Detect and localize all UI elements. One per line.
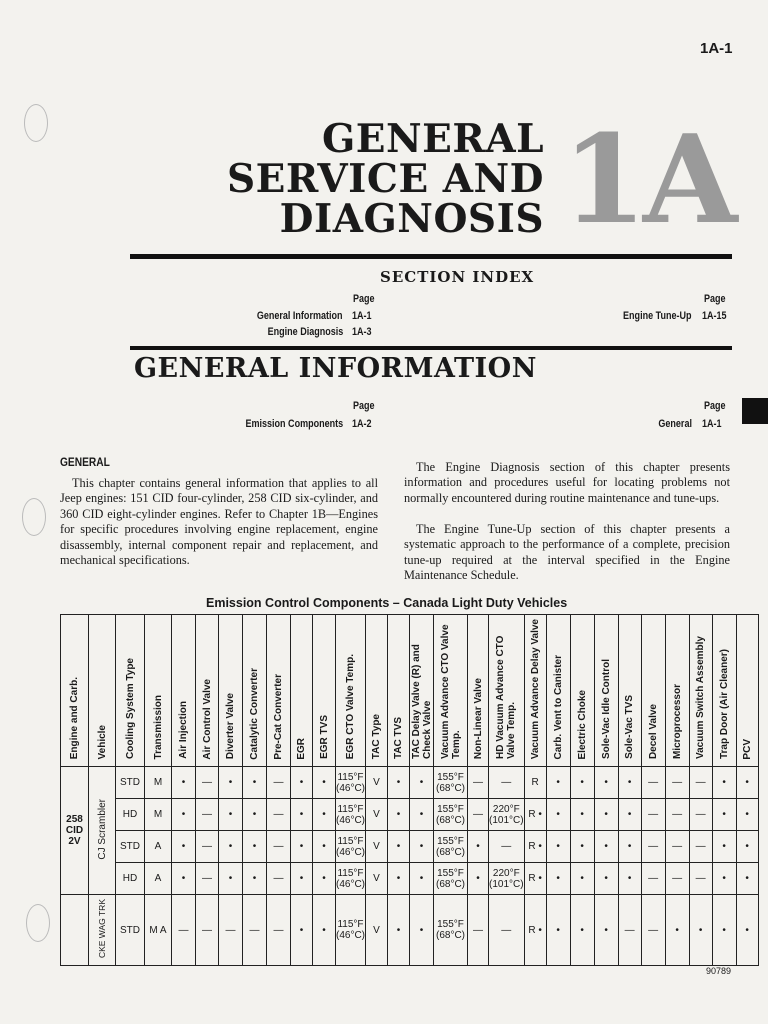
table-cell: 220°F (101°C) bbox=[489, 799, 525, 831]
table-cell: — bbox=[641, 895, 665, 966]
table-row bbox=[61, 863, 759, 895]
header-decel-valve: Decel Valve bbox=[641, 615, 665, 767]
vehicle-group-cell-2: CKE WAG TRK bbox=[89, 895, 116, 966]
table-cell: — bbox=[267, 895, 291, 966]
table-cell: • bbox=[594, 799, 618, 831]
table-row bbox=[61, 799, 759, 831]
table-cell: — bbox=[468, 767, 489, 799]
table-cell: • bbox=[712, 767, 736, 799]
table-cell: R bbox=[524, 767, 546, 799]
table-cell: M A bbox=[145, 895, 172, 966]
gi-page-label-left: Page bbox=[353, 400, 375, 412]
header-engine-and-carb: Engine and Carb. bbox=[61, 615, 89, 767]
table-cell: • bbox=[712, 863, 736, 895]
engine-cell-blank bbox=[61, 895, 89, 966]
table-cell: • bbox=[618, 831, 641, 863]
page-number: 1A-1 bbox=[700, 40, 733, 57]
gi-item-label-right: General bbox=[658, 418, 692, 430]
index-item-label-1: General Information bbox=[257, 310, 343, 322]
table-cell: — bbox=[468, 895, 489, 966]
table-cell: M bbox=[145, 767, 172, 799]
table-cell: • bbox=[594, 895, 618, 966]
table-cell: • bbox=[410, 799, 434, 831]
table-cell: • bbox=[594, 767, 618, 799]
table-cell: • bbox=[468, 831, 489, 863]
header-tac-tvs: TAC TVS bbox=[388, 615, 410, 767]
header-hd-vacuum-advance-cto: HD Vacuum Advance CTO Valve Temp. bbox=[489, 615, 525, 767]
table-cell: • bbox=[665, 895, 689, 966]
gi-item-label-left: Emission Components bbox=[245, 418, 343, 430]
table-cell: • bbox=[172, 831, 196, 863]
header-carb-vent-to-canister: Carb. Vent to Canister bbox=[546, 615, 570, 767]
table-cell: • bbox=[570, 767, 594, 799]
table-cell: • bbox=[291, 799, 313, 831]
chapter-title-line-3: DIAGNOSIS bbox=[279, 196, 544, 242]
engine-diagnosis-paragraph: The Engine Diagnosis section of this chapter presents information and procedures useful for locating problems not normally encountered during routine maintenance and tune-ups. bbox=[404, 460, 730, 505]
table-cell: V bbox=[366, 767, 388, 799]
header-non-linear-valve: Non-Linear Valve bbox=[468, 615, 489, 767]
table-cell: V bbox=[366, 895, 388, 966]
punch-hole-top bbox=[24, 104, 48, 142]
header-catalytic-converter: Catalytic Converter bbox=[243, 615, 267, 767]
table-cell: — bbox=[243, 895, 267, 966]
table-cell: A bbox=[145, 831, 172, 863]
table-cell: • bbox=[291, 895, 313, 966]
table-cell: • bbox=[313, 799, 336, 831]
table-cell: • bbox=[570, 831, 594, 863]
table-cell: • bbox=[388, 895, 410, 966]
header-air-control-valve: Air Control Valve bbox=[196, 615, 219, 767]
table-cell: • bbox=[570, 863, 594, 895]
table-cell: 115°F (46°C) bbox=[336, 831, 366, 863]
section-index-heading: SECTION INDEX bbox=[380, 268, 535, 286]
table-cell: • bbox=[736, 895, 758, 966]
index-item-page-2: 1A-3 bbox=[352, 326, 372, 338]
table-cell: 220°F (101°C) bbox=[489, 863, 525, 895]
title-rule bbox=[130, 254, 732, 259]
table-cell: • bbox=[546, 799, 570, 831]
table-cell: — bbox=[641, 863, 665, 895]
header-egr-tvs: EGR TVS bbox=[313, 615, 336, 767]
header-pre-cat-converter: Pre-Cat Converter bbox=[267, 615, 291, 767]
header-egr-cto-valve-temp: EGR CTO Valve Temp. bbox=[336, 615, 366, 767]
table-cell: • bbox=[736, 767, 758, 799]
table-cell: — bbox=[267, 831, 291, 863]
header-vacuum-advance-delay-valve: Vacuum Advance Delay Valve bbox=[524, 615, 546, 767]
table-cell: 115°F (46°C) bbox=[336, 799, 366, 831]
table-cell: • bbox=[243, 863, 267, 895]
header-sole-vac-tvs: Sole-Vac TVS bbox=[618, 615, 641, 767]
header-tac-type: TAC Type bbox=[366, 615, 388, 767]
table-cell: 115°F (46°C) bbox=[336, 863, 366, 895]
table-cell: • bbox=[172, 799, 196, 831]
table-cell: — bbox=[665, 799, 689, 831]
table-cell: — bbox=[618, 895, 641, 966]
table-cell: STD bbox=[116, 767, 145, 799]
table-cell: — bbox=[196, 831, 219, 863]
punch-hole-bottom bbox=[26, 904, 50, 942]
table-cell: • bbox=[291, 863, 313, 895]
index-item-page-3: 1A-15 bbox=[702, 310, 727, 322]
general-paragraph-1: This chapter contains general information that applies to all Jeep engines: 151 CID four-cylinder, 258 CID six-cylinder, and 360 CID eight-cylinder engines. Refer to Chapter 1B—Engines for specific procedures involving engine replacement, engine disassembly, internal component repair and replacement, and mechanical specifications. bbox=[60, 476, 378, 568]
table-row bbox=[61, 767, 759, 799]
table-cell: • bbox=[618, 863, 641, 895]
table-cell: 155°F (68°C) bbox=[434, 767, 468, 799]
table-cell: R • bbox=[524, 831, 546, 863]
table-cell: • bbox=[313, 767, 336, 799]
table-cell: R • bbox=[524, 799, 546, 831]
header-microprocessor: Microprocessor bbox=[665, 615, 689, 767]
table-cell: • bbox=[291, 831, 313, 863]
table-cell: 155°F (68°C) bbox=[434, 895, 468, 966]
table-cell: • bbox=[736, 831, 758, 863]
table-cell: STD bbox=[116, 831, 145, 863]
header-vehicle: Vehicle bbox=[89, 615, 116, 767]
punch-hole-middle bbox=[22, 498, 46, 536]
table-cell: — bbox=[489, 767, 525, 799]
table-cell: • bbox=[313, 863, 336, 895]
table-cell: • bbox=[712, 895, 736, 966]
table-cell: • bbox=[291, 767, 313, 799]
table-cell: • bbox=[219, 863, 243, 895]
general-info-rule bbox=[130, 346, 732, 350]
table-row bbox=[61, 895, 759, 966]
table-cell: 155°F (68°C) bbox=[434, 831, 468, 863]
table-cell: • bbox=[313, 831, 336, 863]
table-cell: • bbox=[618, 767, 641, 799]
header-air-injection: Air Injection bbox=[172, 615, 196, 767]
gi-item-page-right: 1A-1 bbox=[702, 418, 722, 430]
table-cell: 115°F (46°C) bbox=[336, 895, 366, 966]
table-cell: • bbox=[243, 767, 267, 799]
table-cell: • bbox=[219, 767, 243, 799]
table-cell: • bbox=[618, 799, 641, 831]
table-cell: — bbox=[665, 767, 689, 799]
table-cell: A bbox=[145, 863, 172, 895]
table-cell: — bbox=[196, 767, 219, 799]
table-cell: • bbox=[388, 831, 410, 863]
table-cell: • bbox=[219, 831, 243, 863]
table-cell: — bbox=[267, 767, 291, 799]
table-title: Emission Control Components – Canada Light Duty Vehicles bbox=[206, 596, 568, 610]
index-item-label-3: Engine Tune-Up bbox=[623, 310, 692, 322]
emission-components-table bbox=[60, 614, 759, 966]
figure-number: 90789 bbox=[706, 966, 732, 976]
table-cell: • bbox=[468, 863, 489, 895]
table-cell: • bbox=[243, 799, 267, 831]
header-transmission: Transmission bbox=[145, 615, 172, 767]
table-cell: HD bbox=[116, 799, 145, 831]
table-cell: — bbox=[641, 767, 665, 799]
table-cell: • bbox=[689, 895, 712, 966]
table-cell: 115°F (46°C) bbox=[336, 767, 366, 799]
table-cell: • bbox=[388, 767, 410, 799]
table-cell: • bbox=[313, 895, 336, 966]
general-section-heading: GENERAL bbox=[60, 455, 110, 469]
table-cell: • bbox=[388, 799, 410, 831]
table-cell: • bbox=[410, 767, 434, 799]
header-vacuum-switch-assembly: Vacuum Switch Assembly bbox=[689, 615, 712, 767]
table-cell: — bbox=[196, 863, 219, 895]
table-cell: R • bbox=[524, 895, 546, 966]
table-cell: — bbox=[641, 799, 665, 831]
chapter-title-line-2: SERVICE AND bbox=[227, 156, 544, 202]
table-cell: • bbox=[410, 895, 434, 966]
table-cell: — bbox=[489, 895, 525, 966]
table-cell: • bbox=[736, 863, 758, 895]
table-cell: — bbox=[641, 831, 665, 863]
table-cell: • bbox=[594, 831, 618, 863]
table-cell: M bbox=[145, 799, 172, 831]
table-cell: V bbox=[366, 799, 388, 831]
header-tac-delay-valve: TAC Delay Valve (R) and Check Valve bbox=[410, 615, 434, 767]
table-cell: • bbox=[172, 863, 196, 895]
table-cell: HD bbox=[116, 863, 145, 895]
header-cooling-system-type: Cooling System Type bbox=[116, 615, 145, 767]
table-cell: • bbox=[570, 895, 594, 966]
header-sole-vac-idle-control: Sole-Vac Idle Control bbox=[594, 615, 618, 767]
table-cell: — bbox=[489, 831, 525, 863]
table-cell: — bbox=[219, 895, 243, 966]
table-cell: • bbox=[219, 799, 243, 831]
header-pcv: PCV bbox=[736, 615, 758, 767]
header-egr: EGR bbox=[291, 615, 313, 767]
table-cell: • bbox=[546, 767, 570, 799]
table-cell: — bbox=[468, 799, 489, 831]
general-information-heading: GENERAL INFORMATION bbox=[134, 353, 537, 384]
table-cell: • bbox=[594, 863, 618, 895]
table-cell: • bbox=[570, 799, 594, 831]
section-badge: 1A bbox=[562, 107, 734, 251]
table-cell: — bbox=[665, 831, 689, 863]
table-cell: — bbox=[196, 895, 219, 966]
table-cell: • bbox=[546, 863, 570, 895]
table-cell: V bbox=[366, 863, 388, 895]
gi-item-page-left: 1A-2 bbox=[352, 418, 372, 430]
table-cell: • bbox=[546, 831, 570, 863]
gi-page-label-right: Page bbox=[704, 400, 726, 412]
table-cell: V bbox=[366, 831, 388, 863]
table-cell: — bbox=[267, 799, 291, 831]
table-cell: — bbox=[689, 799, 712, 831]
table-cell: • bbox=[712, 831, 736, 863]
table-cell: • bbox=[410, 831, 434, 863]
table-cell: — bbox=[689, 767, 712, 799]
table-cell: 155°F (68°C) bbox=[434, 799, 468, 831]
chapter-title-line-1: GENERAL bbox=[322, 116, 544, 162]
index-item-page-1: 1A-1 bbox=[352, 310, 372, 322]
header-vacuum-advance-cto: Vacuum Advance CTO Valve Temp. bbox=[434, 615, 468, 767]
section-tab-marker bbox=[742, 398, 768, 424]
table-cell: 155°F (68°C) bbox=[434, 863, 468, 895]
header-diverter-valve: Diverter Valve bbox=[219, 615, 243, 767]
table-cell: — bbox=[689, 831, 712, 863]
table-cell: STD bbox=[116, 895, 145, 966]
header-trap-door: Trap Door (Air Cleaner) bbox=[712, 615, 736, 767]
table-row bbox=[61, 831, 759, 863]
vehicle-group-cell: CJ Scrambler bbox=[89, 767, 116, 895]
index-page-label-left: Page bbox=[353, 293, 375, 305]
table-cell: • bbox=[736, 799, 758, 831]
table-cell: • bbox=[410, 863, 434, 895]
table-cell: — bbox=[665, 863, 689, 895]
table-cell: — bbox=[172, 895, 196, 966]
table-cell: • bbox=[388, 863, 410, 895]
index-page-label-right: Page bbox=[704, 293, 726, 305]
table-cell: • bbox=[243, 831, 267, 863]
index-item-label-2: Engine Diagnosis bbox=[267, 326, 343, 338]
table-cell: R • bbox=[524, 863, 546, 895]
table-cell: — bbox=[267, 863, 291, 895]
engine-tuneup-paragraph: The Engine Tune-Up section of this chapter presents a systematic approach to the performance of a complete, precision tune-up required at the interval specified in the Engine Maintenance Schedule. bbox=[404, 522, 730, 583]
header-electric-choke: Electric Choke bbox=[570, 615, 594, 767]
table-cell: • bbox=[172, 767, 196, 799]
table-cell: • bbox=[712, 799, 736, 831]
engine-cell: 258 CID 2V bbox=[61, 767, 89, 895]
table-cell: • bbox=[546, 895, 570, 966]
table-cell: — bbox=[689, 863, 712, 895]
table-cell: — bbox=[196, 799, 219, 831]
